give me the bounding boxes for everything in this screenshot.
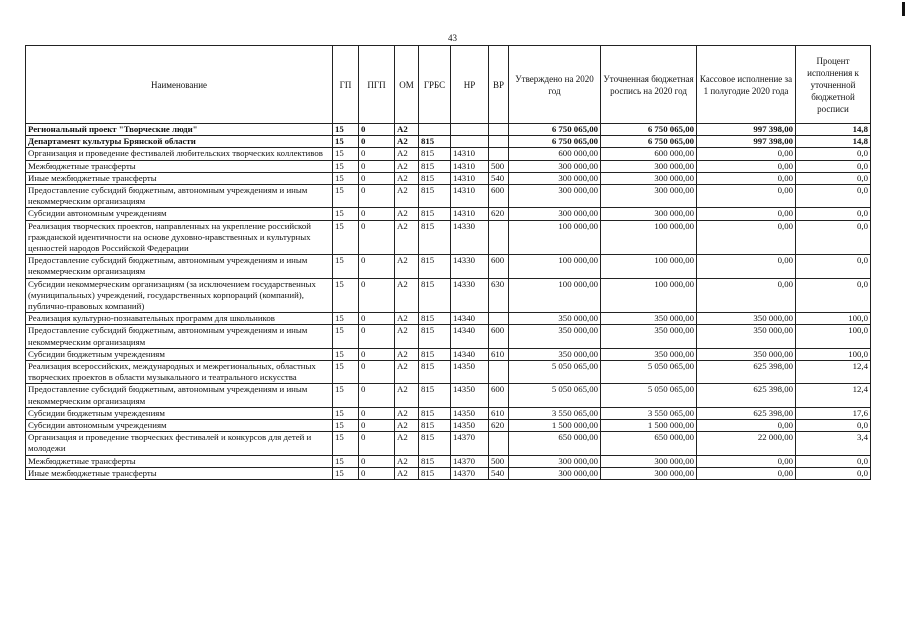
cell-pgp: 0 xyxy=(359,432,395,455)
cell-grbs: 815 xyxy=(419,420,451,432)
cell-refined: 300 000,00 xyxy=(601,185,697,208)
cell-pgp: 0 xyxy=(359,313,395,325)
header-np: НР xyxy=(451,46,489,124)
cell-name: Субсидии бюджетным учреждениям xyxy=(26,348,333,360)
cell-om: А2 xyxy=(395,384,419,407)
cell-om: А2 xyxy=(395,172,419,184)
cell-vr xyxy=(489,432,509,455)
cell-gp: 15 xyxy=(333,361,359,384)
cell-om: А2 xyxy=(395,348,419,360)
cell-name: Реализация творческих проектов, направленных на укрепление российской гражданской идентичности на основе духовно-нравственных и культурных ценностей народов Российской Федерации xyxy=(26,220,333,255)
cell-approved: 300 000,00 xyxy=(509,455,601,467)
cell-percent: 3,4 xyxy=(796,432,871,455)
cell-percent: 14,8 xyxy=(796,136,871,148)
cell-vr: 630 xyxy=(489,278,509,313)
cell-pgp: 0 xyxy=(359,185,395,208)
cell-np xyxy=(451,136,489,148)
cell-grbs: 815 xyxy=(419,455,451,467)
cell-grbs: 815 xyxy=(419,384,451,407)
cell-cash: 0,00 xyxy=(697,185,796,208)
cell-grbs: 815 xyxy=(419,313,451,325)
cell-cash: 625 398,00 xyxy=(697,361,796,384)
cell-np: 14370 xyxy=(451,467,489,479)
cell-om: А2 xyxy=(395,255,419,278)
cell-approved: 5 050 065,00 xyxy=(509,384,601,407)
table-row xyxy=(26,148,871,160)
table-row xyxy=(26,172,871,184)
cell-grbs: 815 xyxy=(419,467,451,479)
cell-gp: 15 xyxy=(333,255,359,278)
cell-gp: 15 xyxy=(333,455,359,467)
cell-cash: 350 000,00 xyxy=(697,348,796,360)
cell-percent: 12,4 xyxy=(796,361,871,384)
table-body xyxy=(26,124,871,480)
cell-cash: 0,00 xyxy=(697,220,796,255)
cell-om: А2 xyxy=(395,407,419,419)
cell-np: 14370 xyxy=(451,455,489,467)
cell-np: 14340 xyxy=(451,348,489,360)
cell-name: Межбюджетные трансферты xyxy=(26,455,333,467)
cell-grbs: 815 xyxy=(419,136,451,148)
cell-name: Реализация всероссийских, международных и межрегиональных, областных творческих проектов в области музыкального и театрального искусства xyxy=(26,361,333,384)
cell-percent: 14,8 xyxy=(796,124,871,136)
cell-cash: 0,00 xyxy=(697,160,796,172)
cell-om: А2 xyxy=(395,160,419,172)
cell-gp: 15 xyxy=(333,185,359,208)
cell-cash: 997 398,00 xyxy=(697,136,796,148)
cell-np: 14350 xyxy=(451,407,489,419)
cell-np: 14350 xyxy=(451,361,489,384)
header-cash: Кассовое исполнение за 1 полугодие 2020 года xyxy=(697,46,796,124)
cell-om: А2 xyxy=(395,432,419,455)
header-name: Наименование xyxy=(26,46,333,124)
cell-cash: 625 398,00 xyxy=(697,407,796,419)
table-row xyxy=(26,420,871,432)
cell-refined: 5 050 065,00 xyxy=(601,361,697,384)
cell-gp: 15 xyxy=(333,420,359,432)
cell-pgp: 0 xyxy=(359,455,395,467)
cell-name: Иные межбюджетные трансферты xyxy=(26,172,333,184)
cell-pgp: 0 xyxy=(359,148,395,160)
cell-refined: 300 000,00 xyxy=(601,455,697,467)
cell-vr xyxy=(489,148,509,160)
cell-vr xyxy=(489,361,509,384)
cell-gp: 15 xyxy=(333,432,359,455)
cell-cash: 0,00 xyxy=(697,467,796,479)
cell-np: 14330 xyxy=(451,220,489,255)
cell-vr: 620 xyxy=(489,420,509,432)
cell-percent: 100,0 xyxy=(796,325,871,348)
cell-vr: 610 xyxy=(489,348,509,360)
cell-percent: 0,0 xyxy=(796,160,871,172)
cell-grbs: 815 xyxy=(419,325,451,348)
cell-percent: 0,0 xyxy=(796,278,871,313)
cell-approved: 300 000,00 xyxy=(509,160,601,172)
cell-name: Предоставление субсидий бюджетным, автономным учреждениям и иным некоммерческим организациям xyxy=(26,255,333,278)
cell-name: Региональный проект "Творческие люди" xyxy=(26,124,333,136)
table-row xyxy=(26,455,871,467)
cell-cash: 0,00 xyxy=(697,208,796,220)
cell-approved: 6 750 065,00 xyxy=(509,136,601,148)
cell-grbs: 815 xyxy=(419,407,451,419)
cell-pgp: 0 xyxy=(359,160,395,172)
header-pgp: ПГП xyxy=(359,46,395,124)
cell-np: 14310 xyxy=(451,148,489,160)
table-row xyxy=(26,313,871,325)
cell-approved: 100 000,00 xyxy=(509,255,601,278)
header-approved: Утверждено на 2020 год xyxy=(509,46,601,124)
cell-refined: 300 000,00 xyxy=(601,208,697,220)
cell-percent: 0,0 xyxy=(796,148,871,160)
cell-pgp: 0 xyxy=(359,208,395,220)
cell-pgp: 0 xyxy=(359,136,395,148)
cell-om: А2 xyxy=(395,361,419,384)
cell-name: Предоставление субсидий бюджетным, автономным учреждениям и иным некоммерческим организациям xyxy=(26,384,333,407)
cell-vr: 600 xyxy=(489,255,509,278)
cell-pgp: 0 xyxy=(359,325,395,348)
cell-percent: 0,0 xyxy=(796,185,871,208)
cell-refined: 100 000,00 xyxy=(601,278,697,313)
cell-name: Организация и проведение творческих фестивалей и конкурсов для детей и молодежи xyxy=(26,432,333,455)
cell-approved: 300 000,00 xyxy=(509,172,601,184)
cell-cash: 22 000,00 xyxy=(697,432,796,455)
cell-vr: 620 xyxy=(489,208,509,220)
cell-om: А2 xyxy=(395,467,419,479)
cell-cash: 997 398,00 xyxy=(697,124,796,136)
cell-refined: 300 000,00 xyxy=(601,160,697,172)
cell-np: 14330 xyxy=(451,278,489,313)
cell-gp: 15 xyxy=(333,407,359,419)
cell-pgp: 0 xyxy=(359,278,395,313)
cell-gp: 15 xyxy=(333,172,359,184)
cell-refined: 350 000,00 xyxy=(601,313,697,325)
cell-percent: 100,0 xyxy=(796,348,871,360)
cell-refined: 300 000,00 xyxy=(601,467,697,479)
cell-name: Межбюджетные трансферты xyxy=(26,160,333,172)
cell-grbs: 815 xyxy=(419,220,451,255)
table-row xyxy=(26,255,871,278)
cell-cash: 625 398,00 xyxy=(697,384,796,407)
cell-approved: 6 750 065,00 xyxy=(509,124,601,136)
cell-cash: 0,00 xyxy=(697,255,796,278)
cell-cash: 350 000,00 xyxy=(697,313,796,325)
cell-pgp: 0 xyxy=(359,420,395,432)
cell-percent: 12,4 xyxy=(796,384,871,407)
cell-np: 14330 xyxy=(451,255,489,278)
cell-pgp: 0 xyxy=(359,255,395,278)
cell-approved: 100 000,00 xyxy=(509,278,601,313)
table-row xyxy=(26,160,871,172)
cell-gp: 15 xyxy=(333,136,359,148)
cell-name: Реализация культурно-познавательных программ для школьников xyxy=(26,313,333,325)
cell-grbs: 815 xyxy=(419,148,451,160)
cell-gp: 15 xyxy=(333,208,359,220)
cell-cash: 0,00 xyxy=(697,420,796,432)
cell-grbs: 815 xyxy=(419,278,451,313)
cell-name: Субсидии некоммерческим организациям (за исключением государственных (муниципальных) учреждений, государственных корпораций (компаний), публично-правовых компаний) xyxy=(26,278,333,313)
cell-om: А2 xyxy=(395,124,419,136)
cell-approved: 5 050 065,00 xyxy=(509,361,601,384)
table-row xyxy=(26,136,871,148)
cell-np: 14340 xyxy=(451,313,489,325)
cell-pgp: 0 xyxy=(359,172,395,184)
table-row xyxy=(26,407,871,419)
cell-grbs: 815 xyxy=(419,361,451,384)
cell-gp: 15 xyxy=(333,278,359,313)
cell-cash: 0,00 xyxy=(697,278,796,313)
cell-approved: 3 550 065,00 xyxy=(509,407,601,419)
cell-approved: 1 500 000,00 xyxy=(509,420,601,432)
cell-om: А2 xyxy=(395,148,419,160)
cell-np: 14350 xyxy=(451,420,489,432)
cell-percent: 0,0 xyxy=(796,255,871,278)
cell-np: 14310 xyxy=(451,185,489,208)
table-row xyxy=(26,348,871,360)
cell-refined: 100 000,00 xyxy=(601,255,697,278)
cell-name: Иные межбюджетные трансферты xyxy=(26,467,333,479)
cell-gp: 15 xyxy=(333,313,359,325)
cell-pgp: 0 xyxy=(359,361,395,384)
header-refined: Уточненная бюджетная роспись на 2020 год xyxy=(601,46,697,124)
cell-pgp: 0 xyxy=(359,467,395,479)
cell-approved: 350 000,00 xyxy=(509,313,601,325)
cell-refined: 300 000,00 xyxy=(601,172,697,184)
budget-table xyxy=(25,45,871,480)
cell-name: Предоставление субсидий бюджетным, автономным учреждениям и иным некоммерческим организациям xyxy=(26,325,333,348)
table-row xyxy=(26,220,871,255)
cell-gp: 15 xyxy=(333,384,359,407)
cell-percent: 17,6 xyxy=(796,407,871,419)
cell-percent: 0,0 xyxy=(796,455,871,467)
cell-grbs: 815 xyxy=(419,208,451,220)
cell-refined: 350 000,00 xyxy=(601,325,697,348)
cell-np xyxy=(451,124,489,136)
cell-refined: 350 000,00 xyxy=(601,348,697,360)
cell-refined: 100 000,00 xyxy=(601,220,697,255)
table-row xyxy=(26,384,871,407)
cell-cash: 350 000,00 xyxy=(697,325,796,348)
cell-cash: 0,00 xyxy=(697,455,796,467)
cell-name: Субсидии автономным учреждениям xyxy=(26,420,333,432)
cell-vr: 500 xyxy=(489,455,509,467)
cell-vr: 540 xyxy=(489,467,509,479)
cell-approved: 600 000,00 xyxy=(509,148,601,160)
header-vr: ВР xyxy=(489,46,509,124)
cell-grbs: 815 xyxy=(419,255,451,278)
table-header-row xyxy=(26,46,871,124)
cell-refined: 5 050 065,00 xyxy=(601,384,697,407)
cell-percent: 0,0 xyxy=(796,420,871,432)
cell-grbs: 815 xyxy=(419,185,451,208)
cell-approved: 650 000,00 xyxy=(509,432,601,455)
page-number: 43 xyxy=(448,33,457,43)
cell-vr: 600 xyxy=(489,185,509,208)
cell-pgp: 0 xyxy=(359,384,395,407)
cell-grbs: 815 xyxy=(419,348,451,360)
cell-np: 14310 xyxy=(451,160,489,172)
cell-refined: 650 000,00 xyxy=(601,432,697,455)
cell-approved: 300 000,00 xyxy=(509,185,601,208)
cell-vr xyxy=(489,124,509,136)
cell-cash: 0,00 xyxy=(697,172,796,184)
cell-np: 14310 xyxy=(451,172,489,184)
cell-name: Субсидии автономным учреждениям xyxy=(26,208,333,220)
table-row xyxy=(26,278,871,313)
table-row xyxy=(26,208,871,220)
cell-approved: 300 000,00 xyxy=(509,208,601,220)
cell-percent: 0,0 xyxy=(796,467,871,479)
table-row xyxy=(26,124,871,136)
cell-om: А2 xyxy=(395,208,419,220)
cell-np: 14350 xyxy=(451,384,489,407)
cell-om: А2 xyxy=(395,136,419,148)
cell-gp: 15 xyxy=(333,467,359,479)
cell-om: А2 xyxy=(395,325,419,348)
table-row xyxy=(26,467,871,479)
cell-vr xyxy=(489,220,509,255)
cell-percent: 0,0 xyxy=(796,172,871,184)
cell-gp: 15 xyxy=(333,348,359,360)
cell-gp: 15 xyxy=(333,148,359,160)
header-om: ОМ xyxy=(395,46,419,124)
cell-vr xyxy=(489,313,509,325)
cell-refined: 6 750 065,00 xyxy=(601,136,697,148)
cell-grbs: 815 xyxy=(419,172,451,184)
cell-refined: 3 550 065,00 xyxy=(601,407,697,419)
cell-vr: 610 xyxy=(489,407,509,419)
table-row xyxy=(26,432,871,455)
cell-om: А2 xyxy=(395,278,419,313)
cell-gp: 15 xyxy=(333,124,359,136)
header-gp: ГП xyxy=(333,46,359,124)
cell-refined: 6 750 065,00 xyxy=(601,124,697,136)
cell-vr: 500 xyxy=(489,160,509,172)
header-grbs: ГРБС xyxy=(419,46,451,124)
cell-vr: 600 xyxy=(489,325,509,348)
cell-vr: 600 xyxy=(489,384,509,407)
cell-gp: 15 xyxy=(333,220,359,255)
table-row xyxy=(26,185,871,208)
cell-percent: 0,0 xyxy=(796,220,871,255)
cell-np: 14340 xyxy=(451,325,489,348)
cell-refined: 1 500 000,00 xyxy=(601,420,697,432)
cell-percent: 0,0 xyxy=(796,208,871,220)
cell-om: А2 xyxy=(395,313,419,325)
table-row xyxy=(26,325,871,348)
cell-vr xyxy=(489,136,509,148)
cell-approved: 100 000,00 xyxy=(509,220,601,255)
cell-name: Организация и проведение фестивалей любительских творческих коллективов xyxy=(26,148,333,160)
cell-pgp: 0 xyxy=(359,124,395,136)
cell-gp: 15 xyxy=(333,325,359,348)
cell-grbs: 815 xyxy=(419,160,451,172)
cell-approved: 350 000,00 xyxy=(509,348,601,360)
cell-np: 14310 xyxy=(451,208,489,220)
cell-name: Субсидии бюджетным учреждениям xyxy=(26,407,333,419)
cell-np: 14370 xyxy=(451,432,489,455)
cell-name: Предоставление субсидий бюджетным, автономным учреждениям и иным некоммерческим организациям xyxy=(26,185,333,208)
cell-cash: 0,00 xyxy=(697,148,796,160)
cell-grbs xyxy=(419,124,451,136)
cell-pgp: 0 xyxy=(359,220,395,255)
cell-vr: 540 xyxy=(489,172,509,184)
table-row xyxy=(26,361,871,384)
cell-approved: 300 000,00 xyxy=(509,467,601,479)
cell-name: Департамент культуры Брянской области xyxy=(26,136,333,148)
cell-refined: 600 000,00 xyxy=(601,148,697,160)
header-percent: Процент исполнения к уточненной бюджетной росписи xyxy=(796,46,871,124)
cell-percent: 100,0 xyxy=(796,313,871,325)
cell-gp: 15 xyxy=(333,160,359,172)
cell-pgp: 0 xyxy=(359,407,395,419)
cell-om: А2 xyxy=(395,420,419,432)
cell-om: А2 xyxy=(395,455,419,467)
cell-approved: 350 000,00 xyxy=(509,325,601,348)
cell-grbs: 815 xyxy=(419,432,451,455)
cell-om: А2 xyxy=(395,185,419,208)
cell-om: А2 xyxy=(395,220,419,255)
cell-pgp: 0 xyxy=(359,348,395,360)
